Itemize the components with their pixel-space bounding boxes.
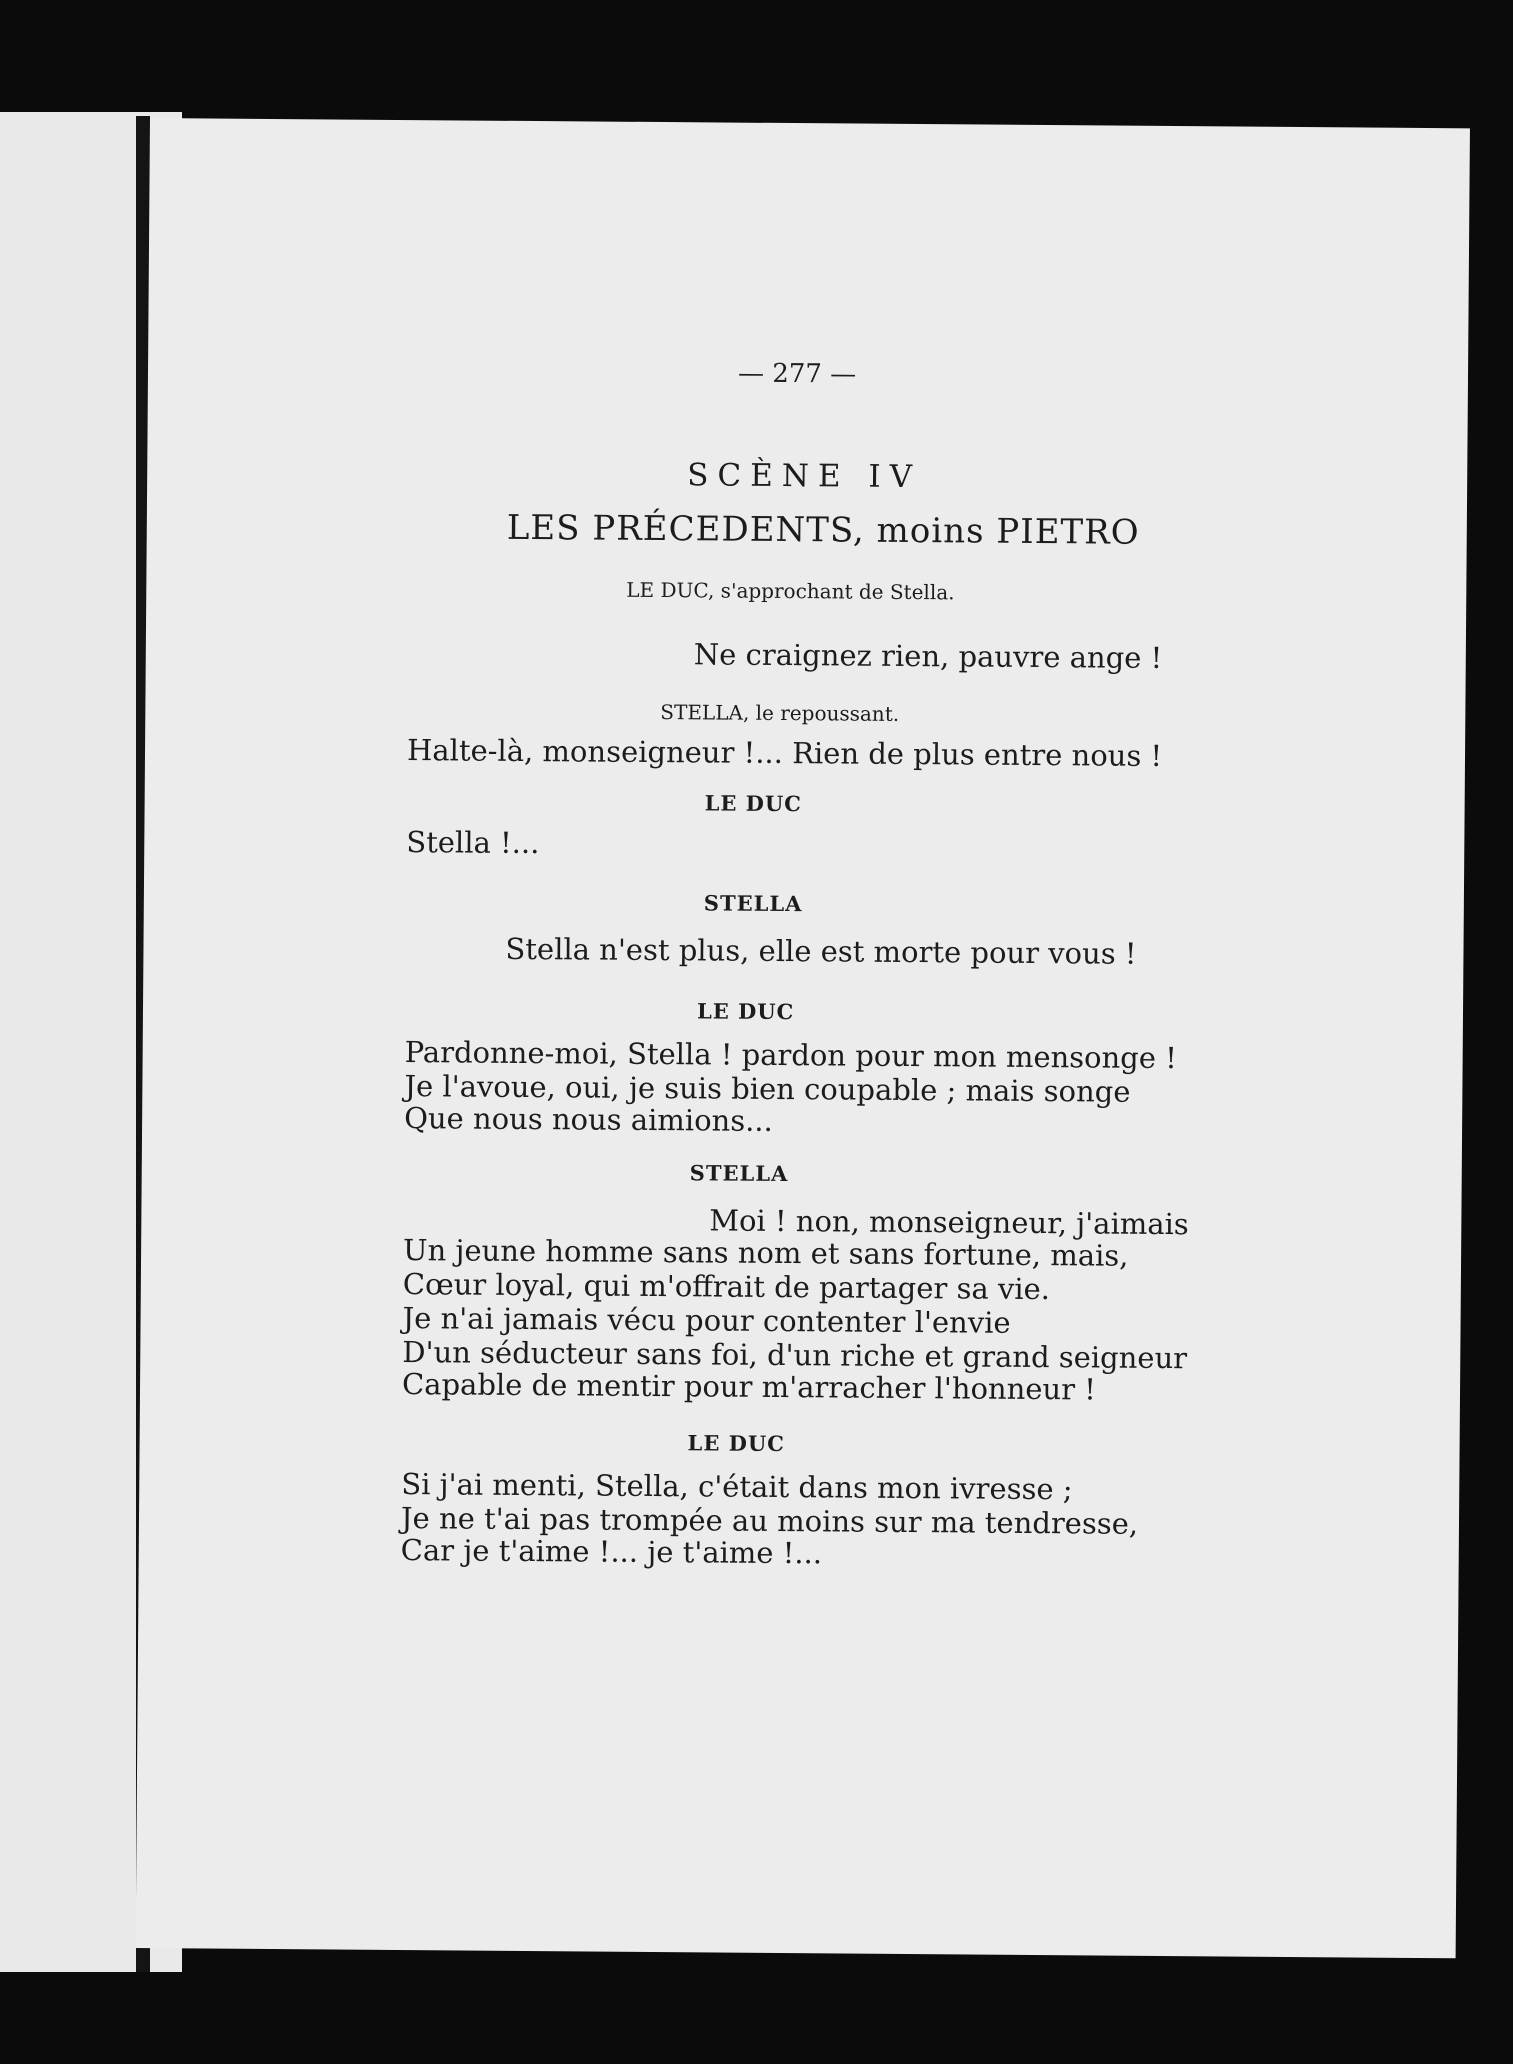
verse-line: Capable de mentir pour m'arracher l'honneur ! (401, 1367, 1097, 1407)
page-number: — 277 — (737, 358, 857, 390)
verse-line: Moi ! non, monseigneur, j'aimais (709, 1203, 1189, 1242)
stage-direction: STELLA, le repoussant. (660, 700, 900, 726)
scene-title: SCÈNE IV (687, 457, 922, 496)
book-page (136, 118, 1470, 1958)
verse-line: Stella n'est plus, elle est morte pour vous ! (505, 931, 1137, 971)
verse-line: Ne craignez rien, pauvre ange ! (693, 637, 1163, 675)
speaker-name: LE DUC (696, 998, 795, 1025)
verse-line: Halte-là, monseigneur !... Rien de plus entre nous ! (406, 733, 1163, 773)
verse-line: Je n'ai jamais vécu pour contenter l'envie (402, 1301, 1011, 1340)
speaker-name: LE DUC (704, 790, 803, 817)
verse-line: Car je t'aime !... je t'aime !... (400, 1533, 823, 1571)
verse-line: Je ne t'ai pas trompée au moins sur ma tendresse, (400, 1501, 1139, 1541)
verse-line: Que nous nous aimions... (404, 1101, 773, 1138)
verse-line: Si j'ai menti, Stella, c'était dans mon ivresse ; (401, 1467, 1073, 1507)
verse-line: Pardonne-moi, Stella ! pardon pour mon mensonge ! (404, 1035, 1178, 1076)
speaker-name: STELLA (703, 890, 803, 917)
stage-direction: LE DUC, s'approchant de Stella. (626, 577, 955, 605)
verse-line: Je l'avoue, oui, je suis bien coupable ; mais songe (404, 1069, 1131, 1109)
verse-line: Cœur loyal, qui m'offrait de partager sa vie. (402, 1267, 1051, 1307)
speaker-name: STELLA (689, 1160, 789, 1187)
verse-line: D'un séducteur sans foi, d'un riche et grand seigneur (402, 1335, 1188, 1376)
speaker-name: LE DUC (687, 1430, 786, 1457)
scene-subtitle: LES PRÉCEDENTS, moins PIETRO (506, 507, 1140, 553)
verse-line: Un jeune homme sans nom et sans fortune, mais, (402, 1233, 1129, 1273)
verse-line: Stella !... (406, 825, 540, 861)
